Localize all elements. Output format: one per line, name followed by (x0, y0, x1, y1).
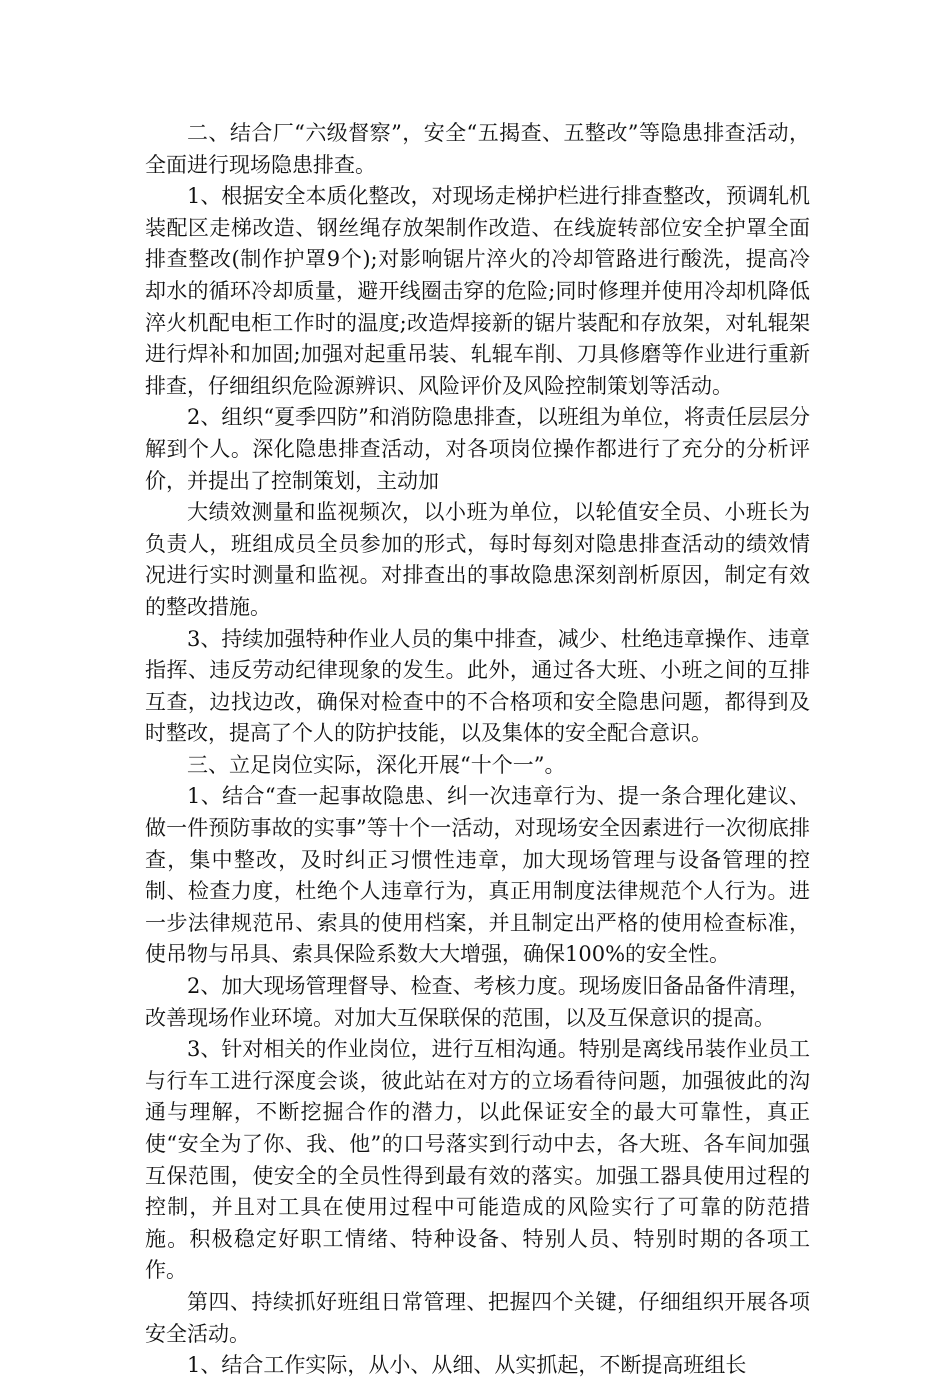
paragraph-section-3-item-1: 1、结合“查一起事故隐患、纠一次违章行为、提一条合理化建议、做一件预防事故的实事”等十个一活动，对现场安全因素进行一次彻底排查，集中整改，及时纠正习惯性违章，加大现场管理与设备管理的控制、检查力度，杜绝个人违章行为，真正用制度法律规范个人行为。进一步法律规范吊、索具的使用档案，并且制定出严格的使用检查标准，使吊物与吊具、索具保险系数大大增强，确保100%的安全性。 (145, 784, 810, 967)
paragraph-section-3-item-2: 2、加大现场管理督导、检查、考核力度。现场废旧备品备件清理，改善现场作业环境。对加大互保联保的范围，以及互保意识的提高。 (145, 974, 810, 1030)
paragraph-section-4-item-1: 1、结合工作实际，从小、从细、从实抓起，不断提高班组长 (187, 1353, 747, 1378)
paragraph-section-2-heading: 二、结合厂“六级督察”，安全“五揭查、五整改”等隐患排查活动，全面进行现场隐患排查。 (145, 121, 810, 177)
document-body (145, 118, 810, 1382)
paragraph-item-3: 3、持续加强特种作业人员的集中排查，减少、杜绝违章操作、违章指挥、违反劳动纪律现象的发生。此外，通过各大班、小班之间的互排互查，边找边改，确保对检查中的不合格项和安全隐患问题，都得到及时整改，提高了个人的防护技能，以及集体的安全配合意识。 (145, 626, 810, 746)
paragraph-item-2-continued: 大绩效测量和监视频次，以小班为单位，以轮值安全员、小班长为负责人，班组成员全员参加的形式，每时每刻对隐患排查活动的绩效情况进行实时测量和监视。对排查出的事故隐患深刻剖析原因，制定有效的整改措施。 (145, 500, 810, 619)
paragraph-section-3-item-3: 3、针对相关的作业岗位，进行互相沟通。特别是离线吊装作业员工与行车工进行深度会谈，彼此站在对方的立场看待问题，加强彼此的沟通与理解，不断挖掘合作的潜力，以此保证安全的最大可靠性，真正使“安全为了你、我、他”的口号落实到行动中去，各大班、各车间加强互保范围，使安全的全员性得到最有效的落实。加强工器具使用过程的控制，并且对工具在使用过程中可能造成的风险实行了可靠的防范措施。积极稳定好职工情绪、特种设备、特别人员、特别时期的各项工作。 (145, 1037, 810, 1283)
paragraph-section-4-heading: 第四、持续抓好班组日常管理、把握四个关键，仔细组织开展各项安全活动。 (145, 1289, 810, 1346)
paragraph-item-2: 2、组织“夏季四防”和消防隐患排查，以班组为单位，将责任层层分解到个人。深化隐患排查活动，对各项岗位操作都进行了充分的分析评价，并提出了控制策划，主动加 (145, 405, 810, 493)
paragraph-item-1: 1、根据安全本质化整改，对现场走梯护栏进行排查整改，预调轧机装配区走梯改造、钢丝绳存放架制作改造、在线旋转部位安全护罩全面排查整改(制作护罩9个);对影响锯片淬火的冷却管路进行酸洗，提高冷却水的循环冷却质量，避开线圈击穿的危险;同时修理并使用冷却机降低淬火机配电柜工作时的温度;改造焊接新的锯片装配和存放架，对轧辊架进行焊补和加固;加强对起重吊装、轧辊车削、刀具修磨等作业进行重新排查，仔细组织危险源辨识、风险评价及风险控制策划等活动。 (145, 184, 810, 398)
paragraph-section-3-heading: 三、立足岗位实际，深化开展“十个一”。 (187, 752, 566, 777)
